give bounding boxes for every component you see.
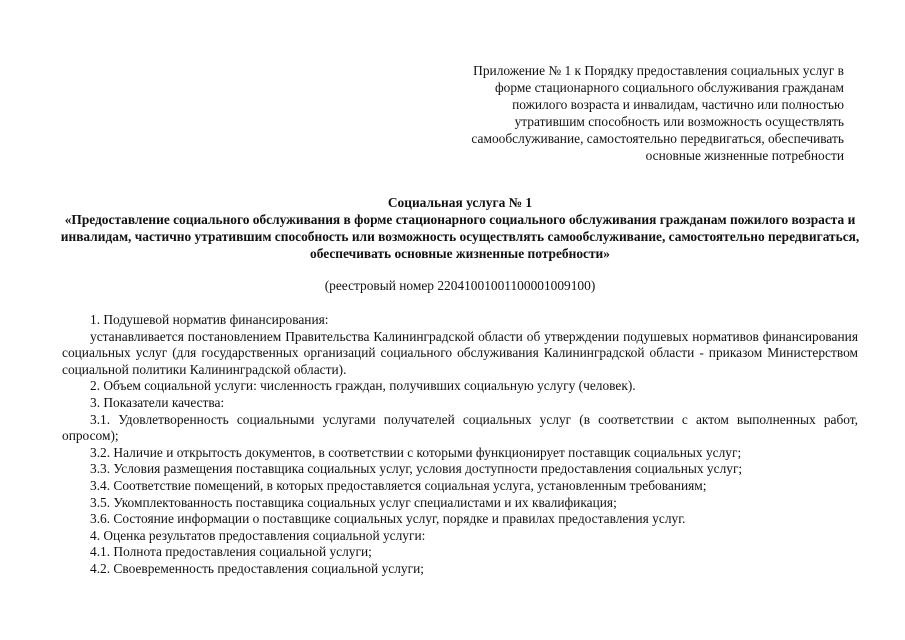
section-3-5: 3.5. Укомплектованность поставщика социальных услуг специалистами и их квалификация;: [90, 494, 617, 510]
service-heading: Социальная услуга № 1: [387, 195, 533, 210]
appendix-note: Приложение № 1 к Порядку предоставления социальных услуг в форме стационарного социального обслуживания гражданам пожилого возраста и инвалидам, частично или полностью утратившим способность или возможность осуществлять самообслуживание, самостоятельно передвигаться, обеспечивать основные жизненные потребности: [471, 63, 844, 163]
section-3-2: 3.2. Наличие и открытость документов, в соответствии с которыми функционирует поставщик социальных услуг;: [90, 444, 742, 460]
section-1-heading: 1. Подушевой норматив финансирования:: [90, 312, 329, 327]
service-title-block: [55, 194, 865, 262]
document-body: [62, 312, 858, 578]
section-4-2: 4.2. Своевременность предоставления социальной услуги;: [90, 560, 424, 576]
section-4-1: 4.1. Полнота предоставления социальной услуги;: [90, 544, 372, 560]
service-subtitle: «Предоставление социального обслуживания в форме стационарного социального обслуживания гражданам пожилого возраста и инвалидам, частично утратившим способность или возможность осуществлять самообслуживание, самостоятельно передвигаться, обеспечивать основные жизненные потребности»: [60, 212, 860, 261]
section-3-heading: 3. Показатели качества:: [90, 394, 225, 410]
section-3-3: 3.3. Условия размещения поставщика социальных услуг, условия доступности предоставления социальных услуг;: [90, 461, 743, 477]
section-3-1: 3.1. Удовлетворенность социальными услугами получателей социальных услуг (в соответствии с актом выполненных работ, опросом);: [62, 411, 858, 444]
section-3-4: 3.4. Соответствие помещений, в которых предоставляется социальная услуга, установленным требованиям;: [90, 477, 707, 493]
section-1-body: устанавливается постановлением Правительства Калининградской области об утверждении подушевых нормативов финансирования социальных услуг (для государственных организаций социального обслуживания Калининградской области - приказом Министерством социальной политики Калининградской области).: [62, 328, 858, 377]
section-4-heading: 4. Оценка результатов предоставления социальной услуги:: [90, 527, 426, 543]
section-3-6: 3.6. Состояние информации о поставщике социальных услуг, порядке и правилах предоставления услуг.: [90, 511, 686, 527]
registry-number: (реестровый номер 22041001001100001009100): [324, 278, 596, 293]
section-2: 2. Объем социальной услуги: численность граждан, получивших социальную услугу (человек).: [90, 378, 636, 394]
